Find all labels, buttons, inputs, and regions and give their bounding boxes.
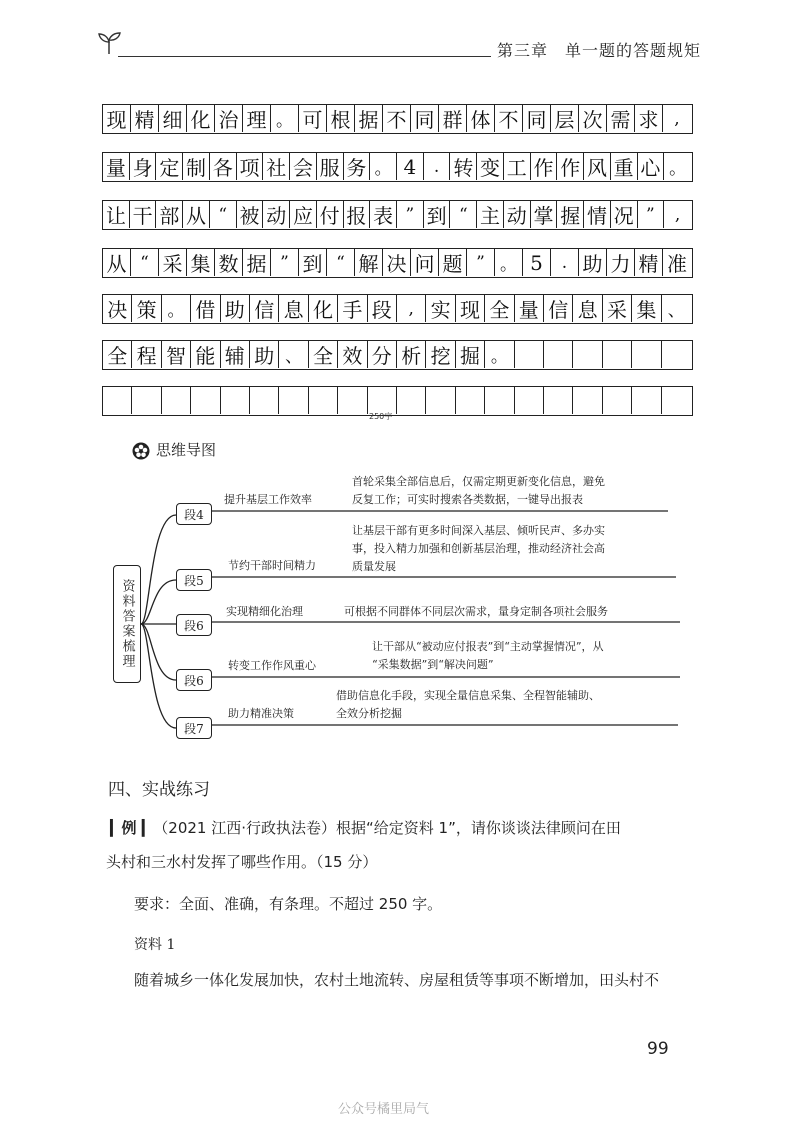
- detail-line: 质量发展: [352, 560, 396, 573]
- grid-cell: 求: [635, 105, 663, 132]
- grid-cell: 。: [485, 341, 514, 368]
- grid-cell: [132, 387, 161, 414]
- grid-cell: [426, 387, 455, 414]
- grid-cell: [515, 387, 544, 414]
- grid-cell: 智: [162, 341, 191, 368]
- grid-cell: [573, 387, 602, 414]
- grid-cell: 化: [187, 105, 215, 132]
- grid-cell: 动: [263, 201, 290, 228]
- mindmap-root: 资料答案梳理: [113, 565, 141, 683]
- grid-cell: 准: [667, 252, 687, 276]
- grid-cell: 、: [279, 341, 308, 368]
- detail-line: “采集数据”到“解决问题”: [372, 658, 494, 671]
- material-text: 随着城乡一体化发展加快，农村土地流转、房屋租赁等事项不断增加，田头村不: [134, 971, 660, 989]
- watermark: 公众号橘里局气: [338, 1102, 430, 1117]
- grid-cell: 应: [290, 201, 317, 228]
- grid-cell: 次: [579, 105, 607, 132]
- branch-detail: [352, 522, 605, 576]
- grid-cell: 集: [632, 295, 661, 322]
- grid-cell: 体: [467, 105, 495, 132]
- branch-tag: 段6: [176, 669, 212, 691]
- grid-cell: 需: [607, 105, 635, 132]
- grid-cell: [662, 387, 691, 414]
- grid-cell: 。: [271, 105, 299, 132]
- grid-cell: 息: [573, 295, 602, 322]
- grid-cell: 同: [523, 105, 551, 132]
- grid-cell: 采: [603, 295, 632, 322]
- grid-cell: 借: [191, 295, 220, 322]
- grid-cell: 作: [531, 153, 558, 180]
- grid-cell: 息: [279, 295, 308, 322]
- grid-cell: 力: [607, 249, 635, 276]
- grid-cell: 挖: [426, 341, 455, 368]
- grid-cell: 分: [368, 341, 397, 368]
- grid-cell: 被: [237, 201, 264, 228]
- grid-row: [102, 200, 693, 230]
- grid-cell: 各: [210, 153, 237, 180]
- grid-cell: 转: [450, 153, 477, 180]
- grid-row: [102, 340, 693, 370]
- detail-line: 让干部从“被动应付报表”到“主动掌握情况”，从: [372, 640, 604, 653]
- grid-cell: 定: [156, 153, 183, 180]
- grid-cell: 表: [370, 201, 397, 228]
- grid-cell: 信: [250, 295, 279, 322]
- grid-cell: .: [424, 153, 451, 180]
- requirement: 要求：全面、准确，有条理。不超过 250 字。: [134, 895, 443, 913]
- branch-detail: [352, 473, 605, 509]
- grid-cell: 全: [485, 295, 514, 322]
- grid-cell: 问: [411, 249, 439, 276]
- grid-cell: [250, 387, 279, 414]
- branch-detail: [336, 687, 600, 723]
- grid-cell: [485, 387, 514, 414]
- grid-cell: 重: [611, 153, 638, 180]
- detail-line: 事，投入精力加强和创新基层治理，推动经济社会高: [352, 542, 605, 555]
- grid-cell: 决: [103, 295, 132, 322]
- grid-cell: 现: [456, 295, 485, 322]
- grid-cell: 作: [557, 153, 584, 180]
- grid-cell: 治: [215, 105, 243, 132]
- grid-cell: 全: [103, 341, 132, 368]
- grid-cell: 部: [156, 201, 183, 228]
- grid-cell: 不: [495, 105, 523, 132]
- branch-tag: 段5: [176, 569, 212, 591]
- grid-cell: 4: [397, 153, 424, 180]
- page-header: [0, 0, 800, 70]
- grid-cell: 从: [103, 249, 131, 276]
- grid-cell: 让: [103, 201, 130, 228]
- grid-cell: 群: [439, 105, 467, 132]
- grid-cell: ”: [271, 249, 299, 276]
- grid-cell: 程: [132, 341, 161, 368]
- grid-cell: ,: [674, 204, 681, 225]
- detail-line: 全效分析挖掘: [336, 707, 402, 720]
- grid-cell: 。: [370, 153, 397, 180]
- grid-cell: 不: [383, 105, 411, 132]
- grid-cell: 采: [159, 249, 187, 276]
- grid-cell: 从: [183, 201, 210, 228]
- detail-line: 让基层干部有更多时间深入基层、倾听民声、多办实: [352, 524, 605, 537]
- branch-label: 实现精细化治理: [226, 605, 303, 618]
- grid-cell: [279, 387, 308, 414]
- grid-cell: .: [551, 249, 579, 276]
- grid-cell: 细: [159, 105, 187, 132]
- branch-detail: [372, 638, 604, 674]
- grid-cell: [162, 387, 191, 414]
- grid-row: [102, 294, 693, 324]
- grid-cell: ”: [638, 201, 665, 228]
- question-text-1: （2021 江西·行政执法卷）根据“给定资料 1”，请你谈谈法律顾问在田: [153, 819, 621, 837]
- grid-cell: 。: [669, 159, 687, 179]
- grid-cell: 根: [327, 105, 355, 132]
- char-count: 250字: [369, 412, 393, 421]
- grid-cell: [632, 341, 661, 368]
- grid-cell: [456, 387, 485, 414]
- grid-cell: 数: [215, 249, 243, 276]
- section-title: 四、实战练习: [108, 780, 210, 800]
- grid-cell: 据: [355, 105, 383, 132]
- grid-cell: “: [450, 201, 477, 228]
- grid-row: [102, 386, 693, 416]
- grid-cell: 量: [103, 153, 130, 180]
- flower-icon: [132, 442, 150, 460]
- grid-cell: 工: [504, 153, 531, 180]
- grid-cell: 效: [338, 341, 367, 368]
- branch-label: 节约干部时间精力: [228, 559, 316, 572]
- grid-cell: ,: [397, 295, 426, 322]
- grid-cell: 可: [299, 105, 327, 132]
- grid-cell: [662, 341, 691, 368]
- grid-cell: [515, 341, 544, 368]
- example-tag: ▎例 ▎: [110, 819, 154, 837]
- grid-cell: [603, 341, 632, 368]
- grid-cell: 掘: [456, 341, 485, 368]
- branch-label: 提升基层工作效率: [224, 493, 312, 506]
- grid-cell: 主: [477, 201, 504, 228]
- grid-cell: 助: [579, 249, 607, 276]
- grid-cell: [191, 387, 220, 414]
- grid-cell: 报: [344, 201, 371, 228]
- branch-label: 转变工作作风重心: [228, 659, 316, 672]
- grid-cell: 身: [130, 153, 157, 180]
- grid-cell: [368, 387, 397, 414]
- mindmap-title: [132, 439, 216, 460]
- grid-cell: 掌: [531, 201, 558, 228]
- grid-cell: 能: [191, 341, 220, 368]
- grid-cell: [632, 387, 661, 414]
- page-number: 99: [647, 1039, 669, 1059]
- grid-cell: ”: [467, 249, 495, 276]
- grid-cell: 助: [221, 295, 250, 322]
- grid-cell: 辅: [221, 341, 250, 368]
- grid-cell: 5: [523, 249, 551, 276]
- grid-cell: [221, 387, 250, 414]
- grid-cell: 精: [635, 249, 663, 276]
- header-rule: [118, 56, 491, 57]
- grid-cell: 量: [515, 295, 544, 322]
- grid-row: [102, 104, 693, 134]
- grid-cell: [603, 387, 632, 414]
- grid-cell: 风: [584, 153, 611, 180]
- grid-cell: 到: [299, 249, 327, 276]
- grid-cell: 化: [309, 295, 338, 322]
- grid-cell: 实: [426, 295, 455, 322]
- branch-tag: 段7: [176, 717, 212, 739]
- grid-cell: 会: [290, 153, 317, 180]
- grid-cell: 集: [187, 249, 215, 276]
- grid-cell: 动: [504, 201, 531, 228]
- question-text-2: 头村和三水村发挥了哪些作用。（15 分）: [106, 853, 378, 871]
- grid-cell: [573, 341, 602, 368]
- grid-cell: ,: [674, 108, 680, 129]
- chapter-title: 第三章 单一题的答题规矩: [497, 41, 702, 60]
- grid-cell: 段: [368, 295, 397, 322]
- grid-cell: 付: [317, 201, 344, 228]
- grid-cell: 析: [397, 341, 426, 368]
- grid-cell: 精: [131, 105, 159, 132]
- grid-cell: 。: [162, 295, 191, 322]
- grid-cell: 同: [411, 105, 439, 132]
- grid-cell: 理: [243, 105, 271, 132]
- grid-cell: 策: [132, 295, 161, 322]
- grid-cell: 全: [309, 341, 338, 368]
- branch-detail: [344, 603, 608, 621]
- grid-cell: 务: [344, 153, 371, 180]
- mindmap-title-text: 思维导图: [156, 441, 217, 459]
- grid-row: [102, 248, 693, 278]
- branch-tag: 段4: [176, 503, 212, 525]
- grid-cell: 社: [263, 153, 290, 180]
- grid-cell: 握: [557, 201, 584, 228]
- grid-cell: [544, 341, 573, 368]
- detail-line: 反复工作；可实时搜索各类数据，一键导出报表: [352, 493, 583, 506]
- grid-cell: [544, 387, 573, 414]
- grid-cell: 决: [383, 249, 411, 276]
- branch-tag: 段6: [176, 614, 212, 636]
- question-line: [110, 817, 621, 839]
- grid-cell: 到: [424, 201, 451, 228]
- grid-cell: 心: [638, 153, 665, 180]
- grid-cell: “: [327, 249, 355, 276]
- grid-cell: 据: [243, 249, 271, 276]
- grid-cell: [309, 387, 338, 414]
- grid-cell: 解: [355, 249, 383, 276]
- detail-line: 可根据不同群体不同层次需求，量身定制各项社会服务: [344, 605, 608, 618]
- grid-cell: [338, 387, 367, 414]
- grid-cell: 。: [495, 249, 523, 276]
- grid-cell: [397, 387, 426, 414]
- grid-cell: 制: [183, 153, 210, 180]
- grid-cell: “: [131, 249, 159, 276]
- branch-label: 助力精准决策: [228, 707, 294, 720]
- grid-cell: 现: [103, 105, 131, 132]
- grid-cell: 项: [237, 153, 264, 180]
- detail-line: 首轮采集全部信息后，仅需定期更新变化信息，避免: [352, 475, 605, 488]
- material-label: 资料 1: [134, 937, 176, 953]
- grid-cell: 层: [551, 105, 579, 132]
- detail-line: 借助信息化手段，实现全量信息采集、全程智能辅助、: [336, 689, 600, 702]
- grid-cell: ”: [397, 201, 424, 228]
- grid-cell: 况: [611, 201, 638, 228]
- grid-cell: 、: [667, 301, 685, 321]
- grid-cell: “: [210, 201, 237, 228]
- grid-cell: 助: [250, 341, 279, 368]
- sprout-icon: [96, 30, 122, 56]
- grid-cell: 干: [130, 201, 157, 228]
- grid-cell: 题: [439, 249, 467, 276]
- grid-cell: 服: [317, 153, 344, 180]
- grid-cell: 变: [477, 153, 504, 180]
- grid-cell: 手: [338, 295, 367, 322]
- grid-cell: 信: [544, 295, 573, 322]
- grid-cell: [103, 387, 132, 414]
- grid-row: [102, 152, 693, 182]
- grid-cell: 情: [584, 201, 611, 228]
